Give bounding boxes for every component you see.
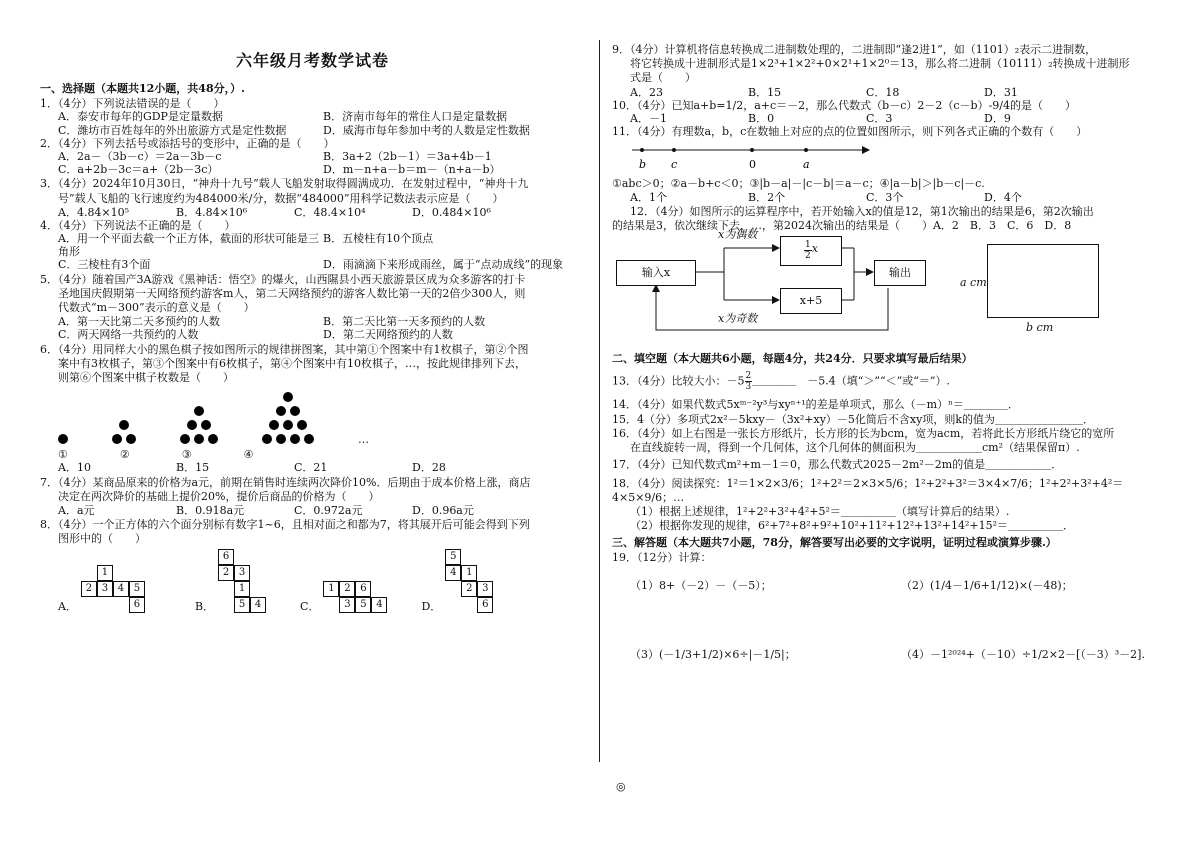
column-divider [599,40,600,762]
chess-piece [126,434,136,444]
q10-option-c: C．3 [866,111,893,125]
q18-line-3: （2）根据你发现的规律，6²+7²+8²+9²+10²+11²+12²+13²+14²+15²＝＿＿＿＿＿． [630,518,1075,532]
net-blank [477,565,493,581]
q11-option-a: A．1个 [630,190,667,204]
point-b [640,148,644,152]
net-face: 1 [97,565,113,581]
net-face: 5 [445,549,461,565]
q19-part-4: （4）－1²⁰²⁴+（－10）÷1/2×2－[（－3）³－2]. [901,647,1145,661]
question-3 [40,177,588,219]
loop-back-connector [656,288,888,330]
point-a [804,148,808,152]
q9-line-3: 式是（ ） [630,71,696,85]
chess-piece [290,434,300,444]
q19-part-2: （2）(1/4－1/6+1/12)×(－48)； [901,578,1073,592]
q1-stem: 1．（4分）下列说法错误的是（ ） [40,97,225,111]
q6-line-3: 则第⑥个图案中棋子枚数是（ ） [58,370,234,384]
net-face: 3 [97,581,113,597]
net-face: 2 [461,581,477,597]
q12-line-2: 的结果是3，依次继续下去，…，第2024次输出的结果是（ ）A．2 B．3 C．6 D．8 [612,219,1072,233]
q5-line-2: 圣地国庆假期第一天网络预约游客m人，第二天网络预约的游客人数比第一天的2倍少300人，则 [58,286,526,300]
q3-line-1: 3．（4分）2024年10月30日，“神舟十九号”载人飞船发射取得圆满成功．在发射过程中，“神舟十九 [40,177,529,191]
net-option-b [195,549,266,613]
label-a: a [803,158,810,172]
q6-dot-patterns [58,390,588,446]
q4-option-a: A．用一个平面去截一个正方体，截面的形状可能是三角形 [58,232,319,259]
net-face: 2 [81,581,97,597]
q11-option-d: D．4个 [984,190,1022,204]
section-choice-heading: 一、选择题（本题共12小题，共48分，）. [40,82,245,95]
question-19 [612,551,1172,661]
net-blank [81,565,97,581]
question-14: 14．（4分）如果代数式5xᵐ⁻²y³与xyⁿ⁺¹的差是单项式，那么（－m）ⁿ＝＿＿＿＿． [612,398,1019,412]
net-option-d [421,549,493,613]
net-face: 3 [234,565,250,581]
q4-option-c: C．三棱柱有3个面 [58,258,151,272]
q5-option-c: C．两天网络一共预约的人数 [58,328,199,342]
q9-option-b: B．15 [748,85,782,99]
q7-option-b: B．0.918a元 [176,503,245,517]
question-9 [612,43,1172,99]
net-letter-b: B． [194,600,215,614]
q1-option-b: B．济南市每年的常住人口是定量数据 [323,110,508,124]
arrow-head [772,244,780,252]
net-blank [145,565,161,581]
chess-piece [276,434,286,444]
input-box: 输入x [616,260,696,286]
question-16 [612,427,1172,454]
question-5 [40,273,588,342]
chess-piece [290,406,300,416]
number-line [630,138,870,172]
q6-option-b: B．15 [176,461,210,475]
question-18 [612,477,1172,532]
rectangle-figure [987,244,1099,318]
q5-line-3: 代数式“m－300”表示的意义是（ ） [58,301,255,314]
net-grid-b [218,549,266,613]
q1-option-a: A．泰安市每年的GDP是定量数据 [58,110,223,124]
q8-line-2: 图形中的（ ） [58,532,146,546]
net-blank [129,565,145,581]
net-face: 6 [129,597,145,613]
q1-option-c: C．潍坊市百姓每年的外出旅游方式是定性数据 [58,123,287,137]
net-letter-c: C． [300,600,320,614]
q4-option-d: D．雨滴滴下来形成雨丝，属于“点动成线”的现象 [323,258,564,272]
net-option-a [58,565,161,613]
q2-option-c: C．a+2b－3c＝a+（2b－3c） [58,163,219,177]
chess-piece [201,420,211,430]
net-face: 6 [355,581,371,597]
net-face: 4 [445,565,461,581]
q10-option-a: A．－1 [630,111,667,125]
pattern-label-3: ③ [181,448,192,462]
chess-piece [262,434,272,444]
rectangle-width-label: a cm [960,276,987,290]
q7-line-1: 7．（4分）某商品原来的价格为a元，前期在销售时连续两次降价10%．后期由于成本价格上涨，商店 [40,475,531,489]
chess-piece [208,434,218,444]
net-blank [234,549,250,565]
net-blank [97,597,113,613]
left-column [40,80,588,613]
q13-tail: ＿＿＿＿ －5.4（填“＞”“＜”或“＝”）. [752,374,950,388]
net-grid-d [445,549,493,613]
pattern-ellipsis: … [358,432,369,446]
q6-pattern-labels [58,448,588,461]
chess-piece [187,420,197,430]
net-blank [461,597,477,613]
net-letter-a: A． [58,600,77,614]
question-8 [40,518,588,613]
output-box: 输出 [874,260,926,286]
q9-line-1: 9．（4分）计算机将信息转换成二进制数处理的，二进制即“逢2进1”，如（1101）₂表示二进制数， [612,43,1097,56]
rectangle-length-label: b cm [1026,321,1054,335]
chess-piece [283,392,293,402]
chess-piece [194,406,204,416]
question-11 [612,125,1172,204]
q6-option-c: C．21 [294,461,328,475]
add-five-box: x+5 [780,288,842,314]
net-face: 4 [371,597,387,613]
q7-option-c: C．0.972a元 [294,503,363,517]
q11-option-c: C．3个 [866,190,904,204]
q12-line-1: 12．（4分）如图所示的运算程序中，若开始输入x的值是12，第1次输出的结果是6，第2次输出 [630,204,1094,218]
net-face: 1 [234,581,250,597]
net-blank [218,581,234,597]
net-grid-a [81,565,161,613]
chess-piece [119,420,129,430]
half-denominator: 2 [805,251,811,262]
number-line-arrow [862,146,870,154]
net-face: 1 [461,565,477,581]
q9-line-2: 将它转换成十进制形式是1×2³+1×2²+0×2¹+1×2⁰＝13，那么将二进制（10111）₂转换成十进制形 [630,57,1130,71]
q18-line-2: （1）根据上述规律，1²+2²+3²+4²+5²＝＿＿＿＿＿（填写计算后的结果）. [630,504,1010,518]
question-17: 17．（4分）已知代数式m²+m－1＝0，那么代数式2025－2m²－2m的值是＿＿＿＿＿＿． [612,458,1063,472]
q1-option-d: D．威海市每年参加中考的人数是定性数据 [323,123,530,137]
q13-frac-num: 2 [745,371,752,382]
half-variable: x [811,242,818,256]
pattern-2 [112,418,136,446]
chess-piece [283,420,293,430]
net-grid-c [323,581,387,613]
page-mark: ◎ [616,780,626,793]
net-face: 3 [477,581,493,597]
chess-piece [269,420,279,430]
q10-stem: 10．（4分）已知a+b=1/2，a+c＝－2，那么代数式（b－c）2－2（c－b）-9/4的是（ ） [612,98,1076,112]
net-face: 5 [129,581,145,597]
q6-line-2: 案中有3枚棋子，第③个图案中有6枚棋子，第④个图案中有10枚棋子，…，按此规律排列下去， [58,356,526,370]
q5-option-d: D．第二天网络预约的人数 [323,328,453,342]
net-blank [145,581,161,597]
section-fill-heading: 二、填空题（本大题共6小题，每题4分，共24分．只要求填写最后结果） [612,352,973,366]
net-blank [461,549,477,565]
net-blank [445,581,461,597]
q5-line-1: 5．（4分）随着国产3A游戏《黑神话：悟空》的爆火，山西隰县小西天旅游景区成为众多游客的打卡 [40,272,526,286]
q16-line-1: 16．（4分）如上右图是一张长方形纸片，长方形的长为bcm，宽为acm，若将此长方形纸片绕它的宽所 [612,426,1115,440]
q19-row-2 [612,648,1172,661]
q4-stem: 4．（4分）下列说法不正确的是（ ） [40,218,236,232]
question-4 [40,219,588,272]
point-origin [750,148,754,152]
net-face: 4 [113,581,129,597]
q13-frac-den: 3 [745,382,752,393]
q9-option-c: C．18 [866,85,900,99]
chess-piece [112,434,122,444]
question-15: 15．4（分）多项式2x²－5kxy－（3x²+xy）－5化简后不含xy项，则k的值为＿＿＿＿＿＿＿＿． [612,412,1095,426]
odd-branch-label: x为奇数 [718,312,758,326]
q9-option-a: A．23 [630,85,663,99]
net-blank [250,549,266,565]
chess-piece [194,434,204,444]
net-face: 5 [355,597,371,613]
q18-line-1: 18．（4分）阅读探究：1²＝1×2×3/6；1²+2²＝2×3×5/6；1²+2²+3²＝3×4×7/6；1²+2²+3²+4²＝4×5×9/6；… [612,477,1124,504]
q7-option-d: D．0.96a元 [412,503,474,517]
question-1 [40,97,588,137]
net-blank [477,549,493,565]
q2-stem: 2．（4分）下列去括号或添括号的变形中，正确的是（ ） [40,136,335,150]
q3-option-a: A．4.84×10⁵ [58,205,130,219]
label-b: b [639,158,647,172]
label-origin: 0 [749,158,756,172]
pattern-3 [180,404,218,446]
even-branch-label: x为偶数 [718,228,758,242]
q12-flowchart [612,228,1172,386]
net-blank [250,581,266,597]
q2-option-b: B．3a+2（2b－1）＝3a+4b－1 [323,149,492,163]
q3-line-2: 号”载人飞船的飞行速度约为484000米/分，数据“484000”用科学记数法表示应是（ ） [58,191,504,205]
q3-option-b: B．4.84×10⁶ [176,205,248,219]
q5-option-a: A．第一天比第二天多预约的人数 [58,315,220,329]
net-blank [250,565,266,581]
question-12 [612,205,1172,386]
label-c: c [671,158,678,172]
net-blank [145,597,161,613]
q4-option-b: B．五棱柱有10个顶点 [323,232,434,246]
right-column [612,42,1172,669]
page-title: 六年级月考数学试卷 [236,51,390,70]
net-blank [81,597,97,613]
q11-stem: 11．（4分）有理数a，b，c在数轴上对应的点的位置如图所示，则下列各式正确的个数有（ ） [612,125,1088,139]
pattern-label-4: ④ [243,448,254,462]
net-face: 6 [218,549,234,565]
q13-text: 13．（4分）比较大小：－5 [612,374,745,388]
arrow-head [866,268,874,276]
q11-statements: ①abc＞0；②a－b+c＜0；③|b－a|－|c－b|＝a－c；④|a－b|＞|b－c|－c. [612,176,985,190]
pattern-1 [58,432,68,446]
q19-row-1 [612,579,1172,592]
q3-option-d: D．0.484×10⁶ [412,205,491,219]
net-face: 5 [234,597,250,613]
chess-piece [58,434,68,444]
net-face: 1 [323,581,339,597]
q16-line-2: 在直线旋转一周，得到一个几何体，这个几何体的侧面积为＿＿＿＿＿＿cm²（结果保留π）. [630,441,1080,454]
chess-piece [297,420,307,430]
pattern-label-2: ② [119,448,130,462]
q5-option-b: B．第二天比第一天多预约的人数 [323,315,486,329]
q3-option-c: C．48.4×10⁴ [294,205,366,219]
q19-stem: 19．（12分）计算： [612,551,712,565]
net-face: 3 [339,597,355,613]
point-c [672,148,676,152]
q6-option-a: A．10 [58,461,91,475]
net-blank [113,565,129,581]
q7-option-a: A．a元 [58,503,95,517]
net-blank [371,581,387,597]
chess-piece [304,434,314,444]
net-face: 2 [339,581,355,597]
half-numerator: 1 [805,240,811,251]
q10-option-d: D．9 [984,111,1011,125]
q10-option-b: B．0 [748,111,775,125]
q2-option-d: D．m－n+a－b＝m－（n+a－b） [323,163,501,177]
q19-part-1: （1）8+（－2）－（－5）； [630,578,772,592]
q2-option-a: A．2a－（3b－c）＝2a－3b－c [58,149,222,163]
q19-part-3: （3）(－1/3+1/2)×6÷|－1/5|； [630,647,796,661]
net-blank [445,597,461,613]
net-letter-d: D． [421,600,442,614]
question-2 [40,137,588,177]
halve-box [780,236,842,266]
q6-line-1: 6．（4分）用同样大小的黑色棋子按如图所示的规律拼图案，其中第①个图案中有1枚棋子，第②个图 [40,342,529,356]
q11-option-b: B．2个 [748,190,786,204]
net-blank [218,597,234,613]
net-blank [113,597,129,613]
q8-line-1: 8．（4分）一个正方体的六个面分别标有数字1~6，且相对面之和都为7，将其展开后可能会得到下列 [40,518,530,532]
pattern-label-1: ① [58,448,68,462]
q9-option-d: D．31 [984,85,1018,99]
q7-line-2: 决定在两次降价的基础上提价20%，提价后商品的价格为（ ） [58,489,380,503]
q6-option-d: D．28 [412,461,446,475]
chess-piece [276,406,286,416]
chess-piece [180,434,190,444]
section-solve-heading: 三、解答题（本大题共7小题，78分，解答要写出必要的文字说明，证明过程或演算步骤.） [612,536,1057,550]
net-option-c [300,581,387,613]
net-face: 2 [218,565,234,581]
arrow-head [772,296,780,304]
question-6 [40,343,588,475]
question-10 [612,99,1172,125]
net-blank [323,597,339,613]
q8-cube-nets [58,549,588,613]
net-face: 4 [250,597,266,613]
question-7 [40,476,588,518]
pattern-4 [262,390,314,446]
net-face: 6 [477,597,493,613]
